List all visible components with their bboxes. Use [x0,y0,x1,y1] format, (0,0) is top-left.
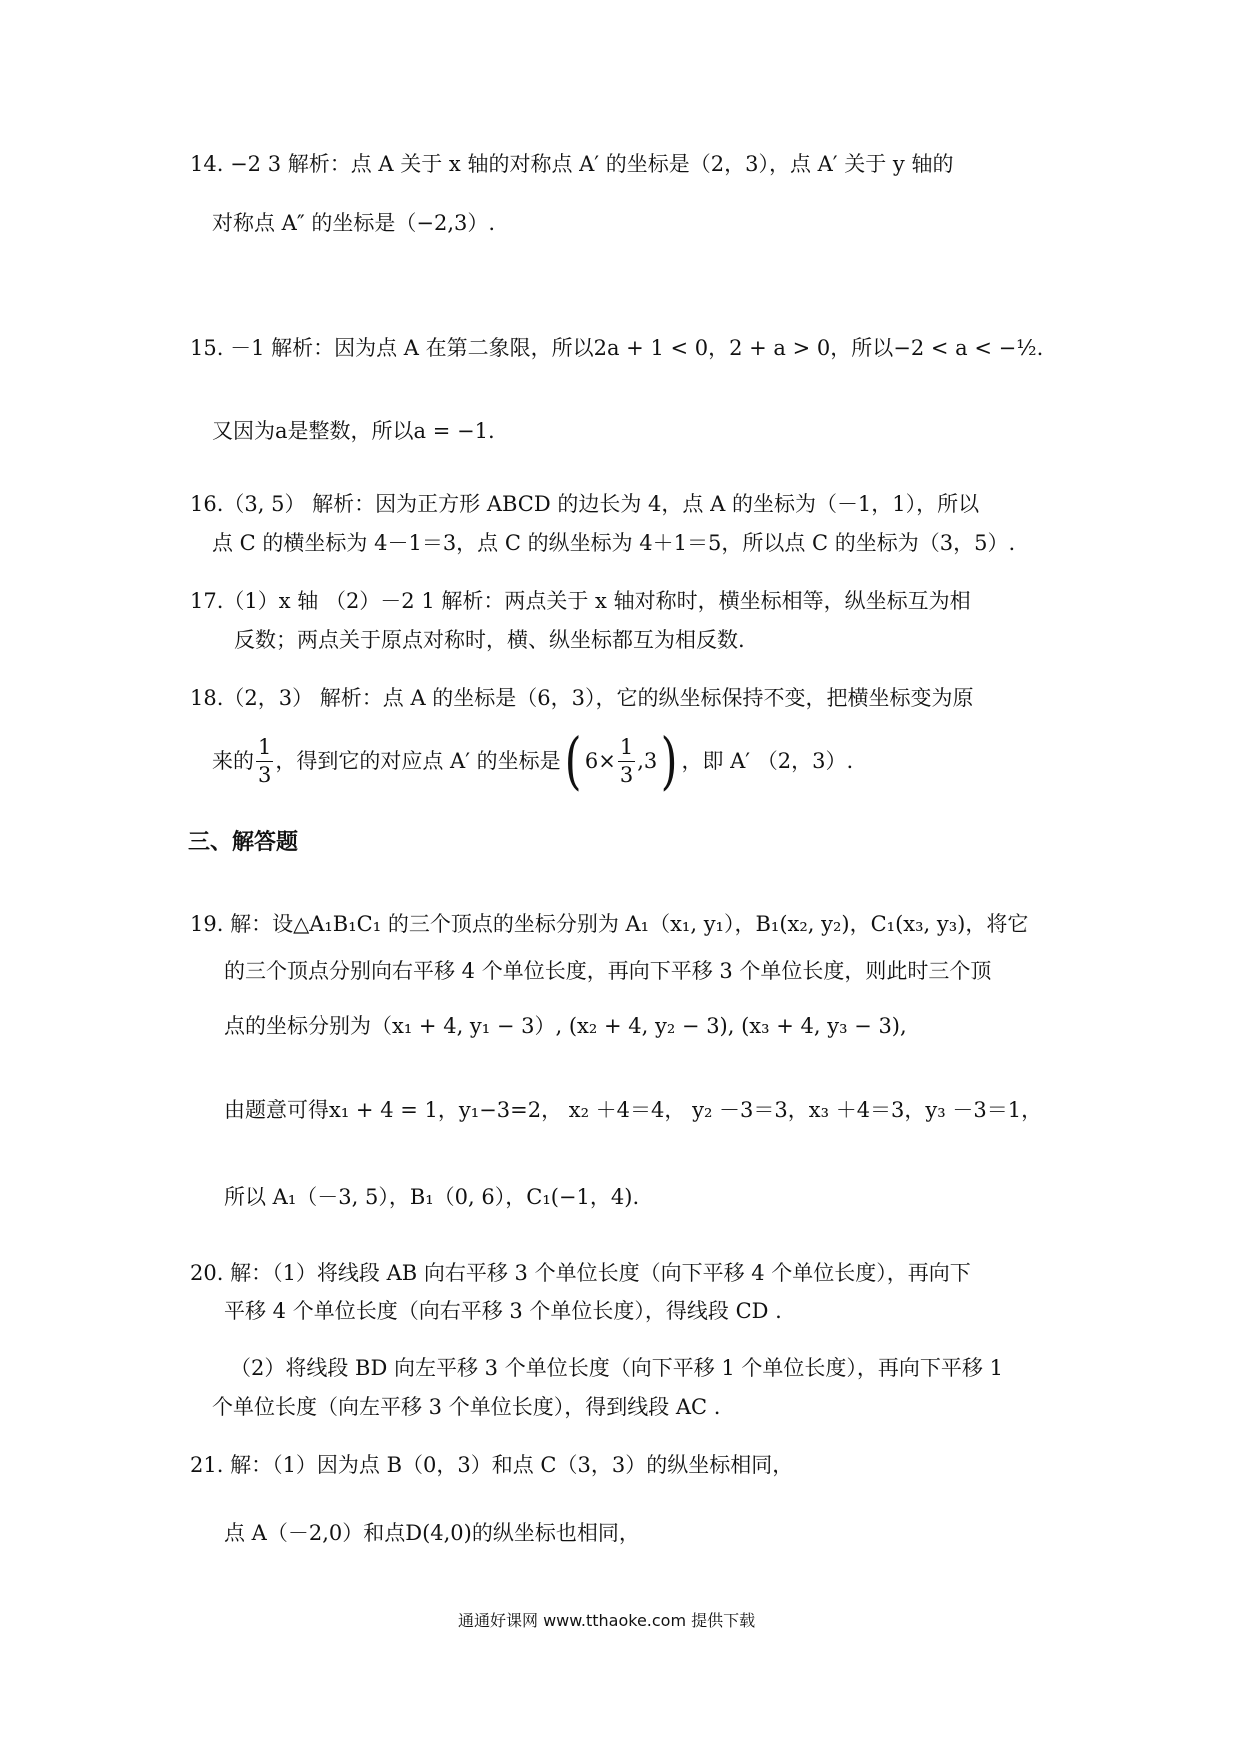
answer-18-suffix: ，即 A′ （2，3）. [681,748,854,773]
answer-14-line-2: 对称点 A″ 的坐标是（−2,3）. [212,211,496,235]
fraction-numerator-inner: 1 [618,736,635,761]
fraction-denominator: 3 [258,762,272,787]
fraction-one-third [256,736,273,785]
answer-20-line-1: 20. 解：（1）将线段 AB 向右平移 3 个单位长度（向下平移 4 个单位长度），再向下 [190,1261,971,1285]
answer-18-inner-post: ,3 [637,748,658,773]
left-paren: ( [564,724,582,797]
answer-18-prefix: 来的 [212,748,254,773]
answer-14-line-1: 14. −2 3 解析：点 A 关于 x 轴的对称点 A′ 的坐标是（2，3），点 A′ 关于 y 轴的 [190,152,954,176]
answer-18-line-1: 18.（2，3） 解析：点 A 的坐标是（6，3），它的纵坐标保持不变，把横坐标变为原 [190,686,974,710]
answer-21-line-1: 21. 解：（1）因为点 B（0，3）和点 C（3，3）的纵坐标相同， [190,1453,794,1477]
section-heading: 三、解答题 [188,830,299,855]
answer-19-line-2: 的三个顶点分别向右平移 4 个单位长度，再向下平移 3 个单位长度，则此时三个顶 [224,959,992,983]
answer-18-middle: ，得到它的对应点 A′ 的坐标是 [275,748,561,773]
answer-19-line-5: 所以 A₁（－3, 5），B₁（0, 6），C₁(−1，4). [224,1185,640,1209]
fraction-numerator: 1 [256,736,273,761]
fraction-one-third-inner [618,736,635,785]
answer-20-line-2: 平移 4 个单位长度（向右平移 3 个单位长度），得线段 CD . [224,1299,782,1323]
answer-17-line-2: 反数；两点关于原点对称时，横、纵坐标都互为相反数. [234,628,745,652]
answer-16-line-2: 点 C 的横坐标为 4－1＝3，点 C 的纵坐标为 4＋1＝5，所以点 C 的坐标为（3，5）. [212,531,1016,555]
answer-19-line-4: 由题意可得x₁ + 4 = 1，y₁−3=2， x₂ ＋4＝4， y₂ －3＝3，x₃ ＋4＝3，y₃ －3＝1， [224,1098,1043,1122]
right-paren: ) [660,724,678,797]
answer-16-line-1: 16.（3, 5） 解析：因为正方形 ABCD 的边长为 4，点 A 的坐标为（－1，1），所以 [190,492,980,516]
answer-15-line-2: 又因为a是整数，所以a = −1. [212,419,495,443]
answer-18-line-2 [212,724,854,797]
fraction-denominator-inner: 3 [619,762,634,787]
answer-15-line-1: 15. －1 解析：因为点 A 在第二象限，所以2a + 1 < 0，2 + a > 0，所以−2 < a < −½. [190,336,1044,360]
answer-18-inner-pre: 6× [584,748,616,773]
page-footer: 通通好课网 www.tthaoke.com 提供下载 [458,1611,756,1630]
answer-19-line-3: 点的坐标分别为（x₁ + 4, y₁ − 3）, (x₂ + 4, y₂ − 3), (x₃ + 4, y₃ − 3), [224,1014,907,1038]
answer-19-line-1: 19. 解：设△A₁B₁C₁ 的三个顶点的坐标分别为 A₁（x₁, y₁），B₁(x₂, y₂)，C₁(x₃, y₃)，将它 [190,912,1029,936]
answer-17-line-1: 17.（1）x 轴 （2）－2 1 解析：两点关于 x 轴对称时，横坐标相等，纵坐标互为相 [190,589,971,613]
answer-20-line-4: 个单位长度（向左平移 3 个单位长度），得到线段 AC . [212,1395,721,1419]
answer-20-line-3: （2）将线段 BD 向左平移 3 个单位长度（向下平移 1 个单位长度），再向下平移 1 [230,1356,1003,1380]
answer-21-line-2: 点 A（－2,0）和点D(4,0)的纵坐标也相同， [224,1521,640,1545]
